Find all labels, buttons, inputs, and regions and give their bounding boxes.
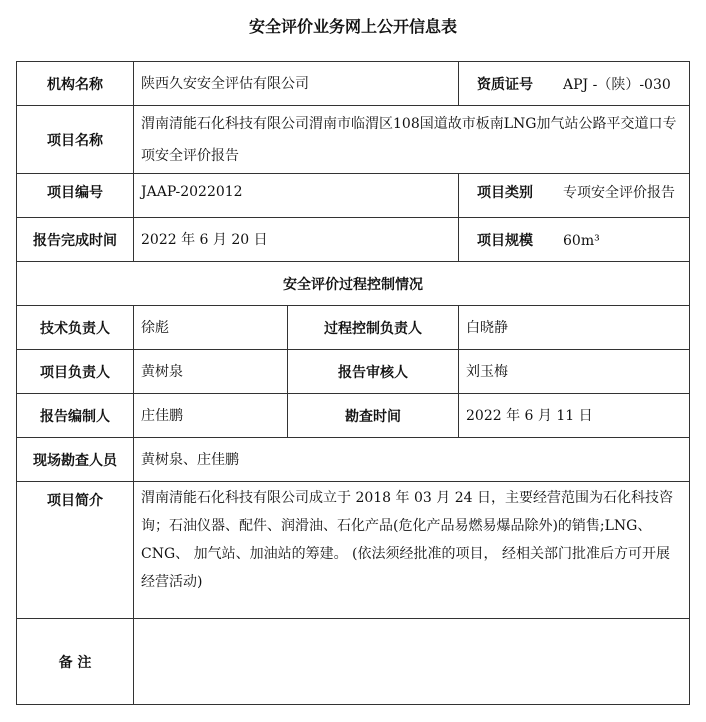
project-scale-cell <box>459 218 690 262</box>
row-project-lead <box>17 350 690 394</box>
row-surveyors <box>17 438 690 482</box>
process-lead-value: 白晓静 <box>459 306 690 350</box>
project-scale-value: 60m³ <box>563 232 600 249</box>
page-title: 安全评价业务网上公开信息表 <box>248 17 457 36</box>
surveyors-value: 黄树泉、庄佳鹏 <box>134 438 690 482</box>
process-section-heading: 安全评价过程控制情况 <box>17 262 690 306</box>
project-name-label: 项目名称 <box>17 106 134 174</box>
report-date-label: 报告完成时间 <box>17 218 134 262</box>
tech-lead-label: 技术负责人 <box>17 306 134 350</box>
project-no-value: JAAP-2022012 <box>134 174 459 218</box>
compiler-label: 报告编制人 <box>17 394 134 438</box>
tech-lead-value: 徐彪 <box>134 306 288 350</box>
row-org <box>17 62 690 106</box>
surveyors-label: 现场勘查人员 <box>17 438 134 482</box>
remarks-value <box>134 619 690 705</box>
reviewer-value: 刘玉梅 <box>459 350 690 394</box>
row-tech-lead <box>17 306 690 350</box>
row-report-date <box>17 218 690 262</box>
summary-label: 项目简介 <box>17 482 134 619</box>
report-date-value: 2022 年 6 月 20 日 <box>134 218 459 262</box>
compiler-value: 庄佳鹏 <box>134 394 288 438</box>
org-label: 机构名称 <box>17 62 134 106</box>
project-name-value: 渭南清能石化科技有限公司渭南市临渭区108国道故市板南LNG加气站公路平交道口专项安全评价报告 <box>134 106 690 174</box>
summary-value: 渭南清能石化科技有限公司成立于 2018 年 03 月 24 日，主要经营范围为石化科技咨询；石油仪器、配件、润滑油、石化产品(危化产品易燃易爆品除外)的销售;LNG、CNG、 加气站、加油站的筹建。 (依法须经批准的项目， 经相关部门批准后方可开展经营活动) <box>134 482 690 619</box>
row-compiler <box>17 394 690 438</box>
project-type-cell <box>459 174 690 218</box>
info-table <box>16 61 690 705</box>
project-type-value: 专项安全评价报告 <box>563 185 675 201</box>
remarks-label: 备 注 <box>17 619 134 705</box>
row-process-section <box>17 262 690 306</box>
process-lead-label: 过程控制负责人 <box>288 306 459 350</box>
project-type-label: 项目类别 <box>477 185 533 201</box>
row-remarks <box>17 619 690 705</box>
qual-value: APJ -（陕）-030 <box>563 76 671 93</box>
org-value: 陕西久安安全评估有限公司 <box>134 62 459 106</box>
reviewer-label: 报告审核人 <box>288 350 459 394</box>
row-project-name <box>17 106 690 174</box>
project-lead-value: 黄树泉 <box>134 350 288 394</box>
project-no-label: 项目编号 <box>17 174 134 218</box>
qual-label <box>459 62 690 106</box>
survey-time-label: 勘查时间 <box>288 394 459 438</box>
survey-time-value: 2022 年 6 月 11 日 <box>459 394 690 438</box>
row-summary <box>17 482 690 619</box>
project-lead-label: 项目负责人 <box>17 350 134 394</box>
row-project-no <box>17 174 690 218</box>
project-scale-label: 项目规模 <box>477 232 533 249</box>
qual-label-text: 资质证号 <box>477 76 533 93</box>
